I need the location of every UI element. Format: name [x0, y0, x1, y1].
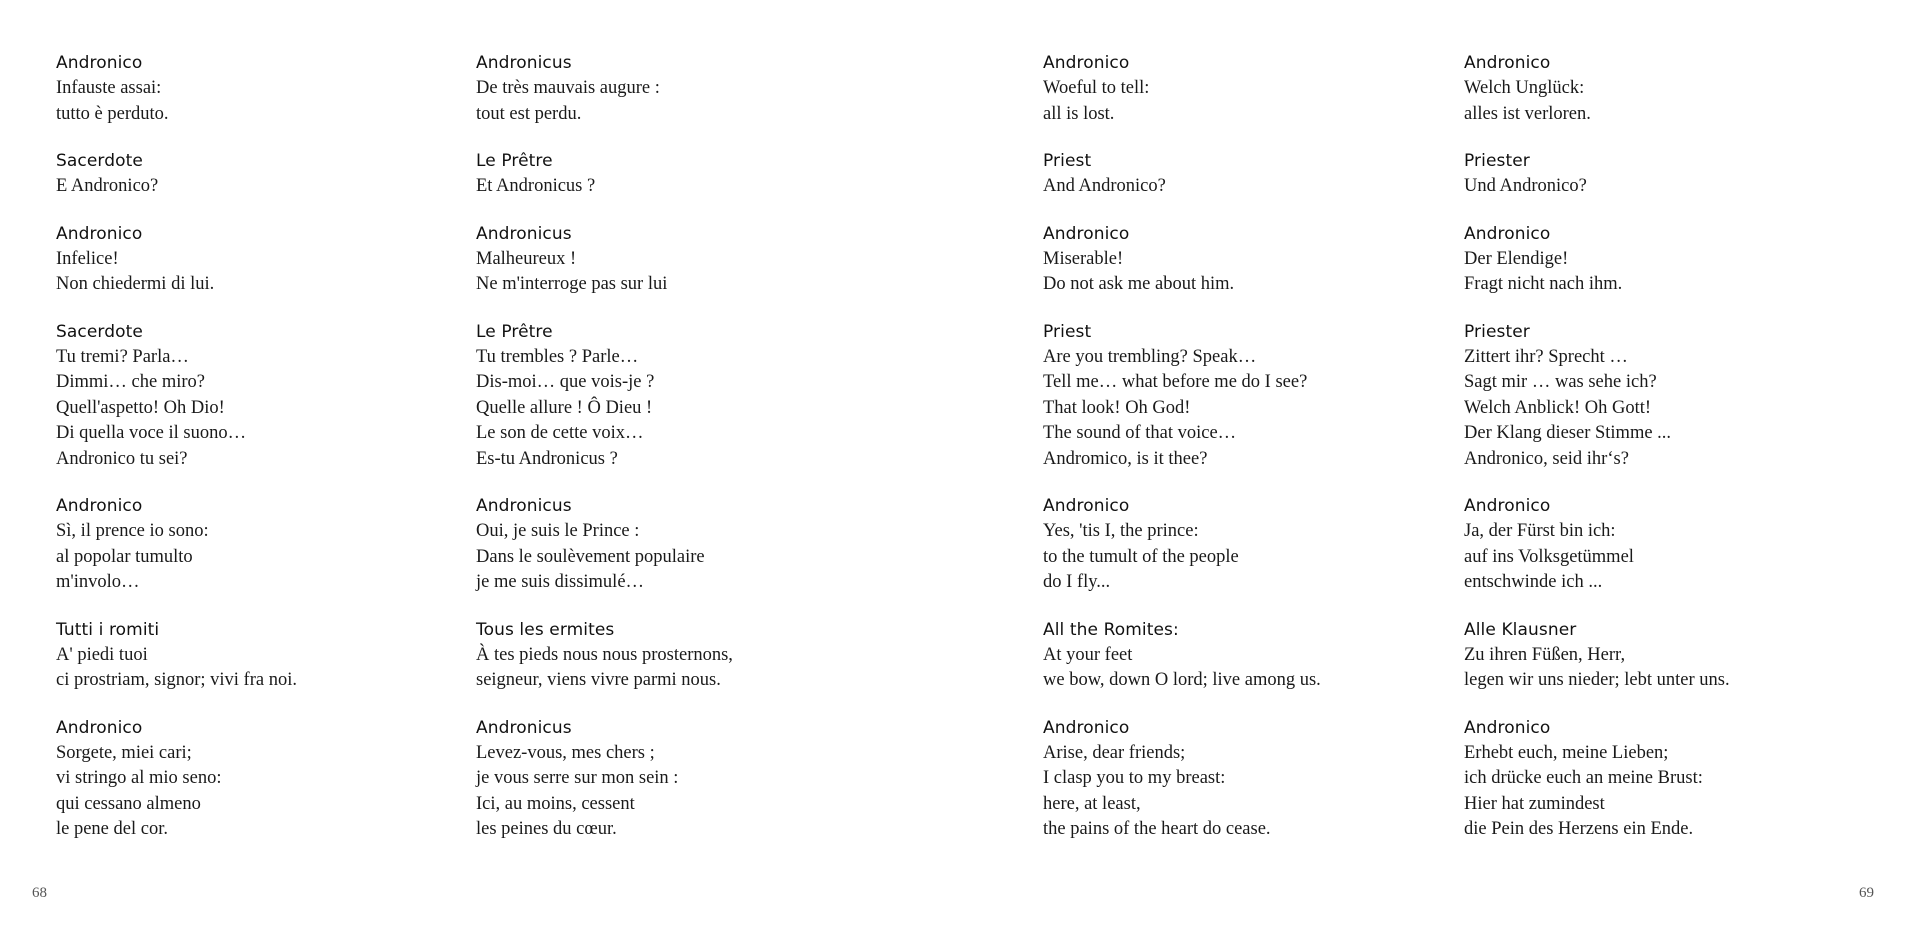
verse-line: And Andronico? — [1043, 176, 1166, 196]
verse-line: Der Elendige! — [1464, 248, 1569, 269]
verse-line: Are you trembling? Speak… — [1043, 346, 1257, 367]
dialogue-block — [1043, 493, 1403, 596]
dialogue-block — [1464, 715, 1824, 843]
verse-line: Welch Anblick! Oh Gott! — [1464, 397, 1652, 418]
dialogue-block — [1043, 617, 1403, 694]
dialogue-block — [476, 617, 836, 694]
verse-line: qui cessano almeno — [56, 793, 201, 814]
verse-line: seigneur, viens vivre parmi nous. — [476, 670, 721, 690]
speaker-name: Andronico — [1043, 717, 1130, 738]
speaker-name: Andronico — [56, 53, 143, 73]
verse-line: Ja, der Fürst bin ich: — [1464, 521, 1616, 541]
verse-line: Welch Unglück: — [1464, 78, 1585, 98]
verse-line: Sagt mir … was sehe ich? — [1464, 372, 1657, 392]
verse-line: m'involo… — [56, 572, 140, 592]
speaker-name: Andronico — [1464, 53, 1551, 73]
page-number-right: 69 — [1859, 885, 1874, 901]
verse-line: Tu tremi? Parla… — [56, 346, 189, 367]
verse-line: De très mauvais augure : — [476, 78, 660, 98]
verse-line: the pains of the heart do cease. — [1043, 819, 1271, 839]
verse-line: Andronico tu sei? — [56, 448, 188, 469]
dialogue-block — [56, 617, 416, 694]
speaker-name: Sacerdote — [56, 321, 143, 342]
verse-line: Zu ihren Füßen, Herr, — [1464, 644, 1626, 665]
dialogue-block — [1464, 617, 1824, 694]
dialogue-block — [1464, 148, 1824, 200]
column-german — [1464, 50, 1824, 864]
dialogue-block — [56, 715, 416, 843]
dialogue-block — [1043, 715, 1403, 843]
speaker-name: Priester — [1464, 151, 1530, 171]
verse-line: do I fly... — [1043, 572, 1111, 592]
verse-line: vi stringo al mio seno: — [56, 768, 222, 788]
dialogue-block — [1043, 148, 1403, 200]
dialogue-block — [476, 148, 836, 200]
verse-line: A' piedi tuoi — [56, 644, 148, 665]
verse-line: Quelle allure ! Ô Dieu ! — [476, 397, 653, 418]
verse-line: Es-tu Andronicus ? — [476, 448, 618, 469]
verse-line: Tell me… what before me do I see? — [1043, 372, 1308, 392]
verse-line: legen wir uns nieder; lebt unter uns. — [1464, 670, 1730, 690]
verse-line: die Pein des Herzens ein Ende. — [1464, 819, 1694, 839]
speaker-name: All the Romites: — [1043, 619, 1179, 640]
verse-line: Ici, au moins, cessent — [476, 793, 635, 814]
verse-line: Arise, dear friends; — [1043, 742, 1186, 763]
dialogue-block — [1464, 319, 1824, 473]
verse-line: tout est perdu. — [476, 103, 582, 124]
verse-line: E Andronico? — [56, 176, 159, 196]
dialogue-block — [56, 148, 416, 200]
verse-line: to the tumult of the people — [1043, 546, 1239, 567]
dialogue-block — [56, 50, 416, 127]
verse-line: Tu trembles ? Parle… — [476, 346, 639, 367]
verse-line: I clasp you to my breast: — [1043, 768, 1226, 788]
dialogue-block — [476, 319, 836, 473]
verse-line: auf ins Volksgetümmel — [1464, 546, 1634, 567]
verse-line: tutto è perduto. — [56, 103, 169, 124]
verse-line: Sorgete, miei cari; — [56, 742, 192, 763]
speaker-name: Priester — [1464, 321, 1530, 342]
verse-line: je vous serre sur mon sein : — [476, 768, 679, 788]
verse-line: Et Andronicus ? — [476, 176, 596, 196]
speaker-name: Andronico — [1464, 223, 1551, 244]
speaker-name: Priest — [1043, 151, 1092, 171]
dialogue-block — [476, 493, 836, 596]
speaker-name: Andronicus — [476, 53, 572, 73]
speaker-name: Alle Klausner — [1464, 619, 1577, 640]
dialogue-block — [1464, 493, 1824, 596]
speaker-name: Andronico — [1464, 496, 1551, 516]
verse-line: Miserable! — [1043, 248, 1124, 269]
verse-line: Andromico, is it thee? — [1043, 448, 1208, 469]
verse-line: Dimmi… che miro? — [56, 372, 205, 392]
page-number-left: 68 — [32, 885, 47, 901]
verse-line: Dans le soulèvement populaire — [476, 546, 705, 567]
verse-line: At your feet — [1043, 644, 1133, 665]
verse-line: Infauste assai: — [56, 78, 162, 98]
speaker-name: Priest — [1043, 321, 1092, 342]
verse-line: je me suis dissimulé… — [476, 572, 645, 592]
speaker-name: Andronico — [56, 496, 143, 516]
dialogue-block — [476, 50, 836, 127]
dialogue-block — [476, 221, 836, 298]
column-french — [476, 50, 836, 864]
speaker-name: Andronicus — [476, 223, 572, 244]
speaker-name: Andronico — [1043, 496, 1130, 516]
verse-line: Le son de cette voix… — [476, 423, 644, 443]
verse-line: Quell'aspetto! Oh Dio! — [56, 397, 225, 418]
verse-line: Do not ask me about him. — [1043, 274, 1235, 294]
verse-line: Non chiedermi di lui. — [56, 274, 215, 294]
speaker-name: Le Prêtre — [476, 151, 553, 171]
verse-line: Der Klang dieser Stimme ... — [1464, 423, 1672, 443]
verse-line: Dis-moi… que vois-je ? — [476, 372, 655, 392]
verse-line: Infelice! — [56, 248, 119, 269]
column-italian — [56, 50, 416, 864]
speaker-name: Andronicus — [476, 717, 572, 738]
verse-line: Woeful to tell: — [1043, 78, 1150, 98]
speaker-name: Andronico — [56, 717, 143, 738]
verse-line: Erhebt euch, meine Lieben; — [1464, 742, 1669, 763]
verse-line: ich drücke euch an meine Brust: — [1464, 768, 1703, 788]
verse-line: Di quella voce il suono… — [56, 423, 247, 443]
verse-line: here, at least, — [1043, 793, 1141, 814]
speaker-name: Andronico — [1464, 717, 1551, 738]
speaker-name: Le Prêtre — [476, 321, 553, 342]
dialogue-block — [1464, 221, 1824, 298]
speaker-name: Andronicus — [476, 496, 572, 516]
verse-line: Malheureux ! — [476, 248, 577, 269]
verse-line: That look! Oh God! — [1043, 397, 1191, 418]
verse-line: ci prostriam, signor; vivi fra noi. — [56, 670, 297, 690]
verse-line: Oui, je suis le Prince : — [476, 521, 640, 541]
speaker-name: Tous les ermites — [476, 619, 615, 640]
verse-line: Yes, 'tis I, the prince: — [1043, 521, 1199, 541]
verse-line: al popolar tumulto — [56, 546, 193, 567]
verse-line: Levez-vous, mes chers ; — [476, 742, 655, 763]
speaker-name: Sacerdote — [56, 151, 143, 171]
verse-line: we bow, down O lord; live among us. — [1043, 670, 1321, 690]
verse-line: alles ist verloren. — [1464, 103, 1591, 124]
dialogue-block — [1043, 319, 1403, 473]
speaker-name: Andronico — [56, 223, 143, 244]
dialogue-block — [1043, 221, 1403, 298]
verse-line: Andronico, seid ihr‘s? — [1464, 448, 1629, 469]
verse-line: À tes pieds nous nous prosternons, — [476, 644, 733, 665]
verse-line: The sound of that voice… — [1043, 423, 1237, 443]
speaker-name: Andronico — [1043, 223, 1130, 244]
verse-line: Zittert ihr? Sprecht … — [1464, 346, 1628, 367]
dialogue-block — [56, 221, 416, 298]
verse-line: le pene del cor. — [56, 819, 168, 839]
speaker-name: Andronico — [1043, 53, 1130, 73]
column-english — [1043, 50, 1403, 864]
dialogue-block — [1464, 50, 1824, 127]
verse-line: Ne m'interroge pas sur lui — [476, 274, 668, 294]
verse-line: Sì, il prence io sono: — [56, 521, 209, 541]
speaker-name: Tutti i romiti — [56, 619, 160, 640]
verse-line: Und Andronico? — [1464, 176, 1587, 196]
dialogue-block — [476, 715, 836, 843]
dialogue-block — [56, 493, 416, 596]
verse-line: les peines du cœur. — [476, 819, 617, 839]
verse-line: all is lost. — [1043, 103, 1115, 124]
dialogue-block — [1043, 50, 1403, 127]
verse-line: Hier hat zumindest — [1464, 793, 1605, 814]
verse-line: entschwinde ich ... — [1464, 572, 1603, 592]
verse-line: Fragt nicht nach ihm. — [1464, 274, 1623, 294]
dialogue-block — [56, 319, 416, 473]
